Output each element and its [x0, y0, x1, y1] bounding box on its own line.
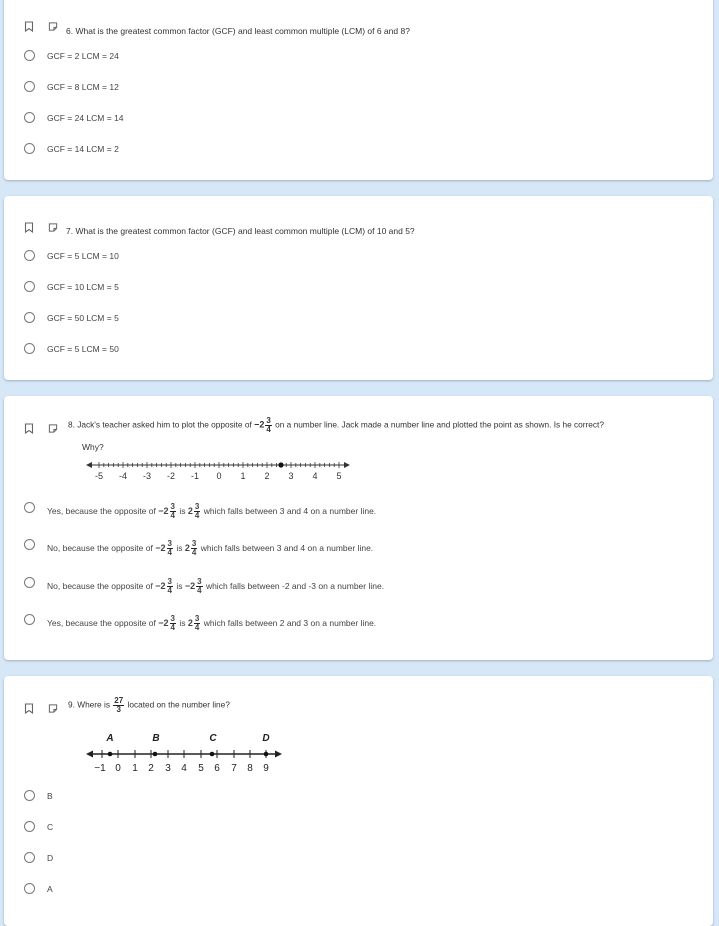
answer-option[interactable]: GCF = 10 LCM = 5 [24, 281, 119, 292]
point-b [153, 752, 158, 757]
plotted-point [278, 462, 283, 467]
answer-option[interactable]: No, because the opposite of −2 $\frac{3}{4}$ is −2 $\frac{3}{4}$ which falls between -2 and -3 on a number line. [24, 578, 384, 595]
answer-option[interactable]: Yes, because the opposite of −2 $\frac{3}{4}$ is 2 $\frac{3}{4}$ which falls between 3 and 4 on a number line. [24, 503, 376, 520]
answer-option[interactable]: GCF = 24 LCM = 14 [24, 112, 124, 123]
point-c [210, 752, 215, 757]
question-text: 8. Jack's teacher asked him to plot the opposite of −2 $\frac{3}{4}$ on a number line. Jack made a number line and plotted the point as shown. Is he correct? [68, 416, 604, 434]
answer-option[interactable]: C [24, 821, 53, 832]
question-card-8 [4, 396, 713, 660]
note-icon[interactable] [48, 222, 58, 233]
radio-button[interactable] [24, 250, 35, 261]
radio-button[interactable] [24, 821, 35, 832]
answer-option[interactable]: GCF = 5 LCM = 50 [24, 343, 119, 354]
bookmark-icon[interactable] [24, 703, 34, 714]
bookmark-icon[interactable] [24, 423, 34, 434]
answer-option[interactable]: GCF = 8 LCM = 12 [24, 81, 119, 92]
answer-option[interactable]: Yes, because the opposite of −2 $\frac{3}{4}$ is 2 $\frac{3}{4}$ which falls between 2 and 3 on a number line. [24, 615, 376, 632]
question-text-line2: Why? [82, 442, 104, 452]
point-d [264, 752, 269, 757]
bookmark-icon[interactable] [24, 21, 34, 32]
radio-button[interactable] [24, 81, 35, 92]
answer-option[interactable]: No, because the opposite of −2 $\frac{3}{4}$ is 2 $\frac{3}{4}$ which falls between 3 and 4 on a number line. [24, 540, 373, 557]
radio-button[interactable] [24, 343, 35, 354]
answer-option[interactable]: GCF = 14 LCM = 2 [24, 143, 119, 154]
radio-button[interactable] [24, 312, 35, 323]
number-line [84, 747, 284, 761]
note-icon[interactable] [48, 423, 58, 434]
bookmark-icon[interactable] [24, 222, 34, 233]
radio-button[interactable] [24, 112, 35, 123]
answer-option[interactable]: B [24, 790, 53, 801]
answer-option[interactable]: GCF = 2 LCM = 24 [24, 50, 119, 61]
answer-option[interactable]: GCF = 50 LCM = 5 [24, 312, 119, 323]
question-text: 6. What is the greatest common factor (GCF) and least common multiple (LCM) of 6 and 8? [66, 26, 410, 36]
note-icon[interactable] [48, 703, 58, 714]
question-text: 7. What is the greatest common factor (GCF) and least common multiple (LCM) of 10 and 5? [66, 226, 415, 236]
question-card-9 [4, 676, 713, 926]
note-icon[interactable] [48, 21, 58, 32]
radio-button[interactable] [24, 143, 35, 154]
radio-button[interactable] [24, 614, 35, 625]
radio-button[interactable] [24, 790, 35, 801]
answer-option[interactable]: GCF = 5 LCM = 10 [24, 250, 119, 261]
point-a [108, 752, 113, 757]
answer-option[interactable]: D [24, 852, 53, 863]
radio-button[interactable] [24, 539, 35, 550]
radio-button[interactable] [24, 281, 35, 292]
question-card-6 [4, 0, 713, 180]
radio-button[interactable] [24, 50, 35, 61]
radio-button[interactable] [24, 577, 35, 588]
question-card-7 [4, 196, 713, 380]
number-line [84, 458, 354, 472]
radio-button[interactable] [24, 883, 35, 894]
radio-button[interactable] [24, 502, 35, 513]
radio-button[interactable] [24, 852, 35, 863]
question-text: 9. Where is $\frac{27}{3}$ located on the number line? [68, 696, 230, 714]
number-line-figure: A B C D −1 0 1 2 3 4 5 6 7 8 9 [84, 733, 284, 777]
number-line-figure: -5 -4 -3 -2 -1 0 1 2 3 4 5 [84, 458, 354, 484]
answer-option[interactable]: A [24, 883, 53, 894]
